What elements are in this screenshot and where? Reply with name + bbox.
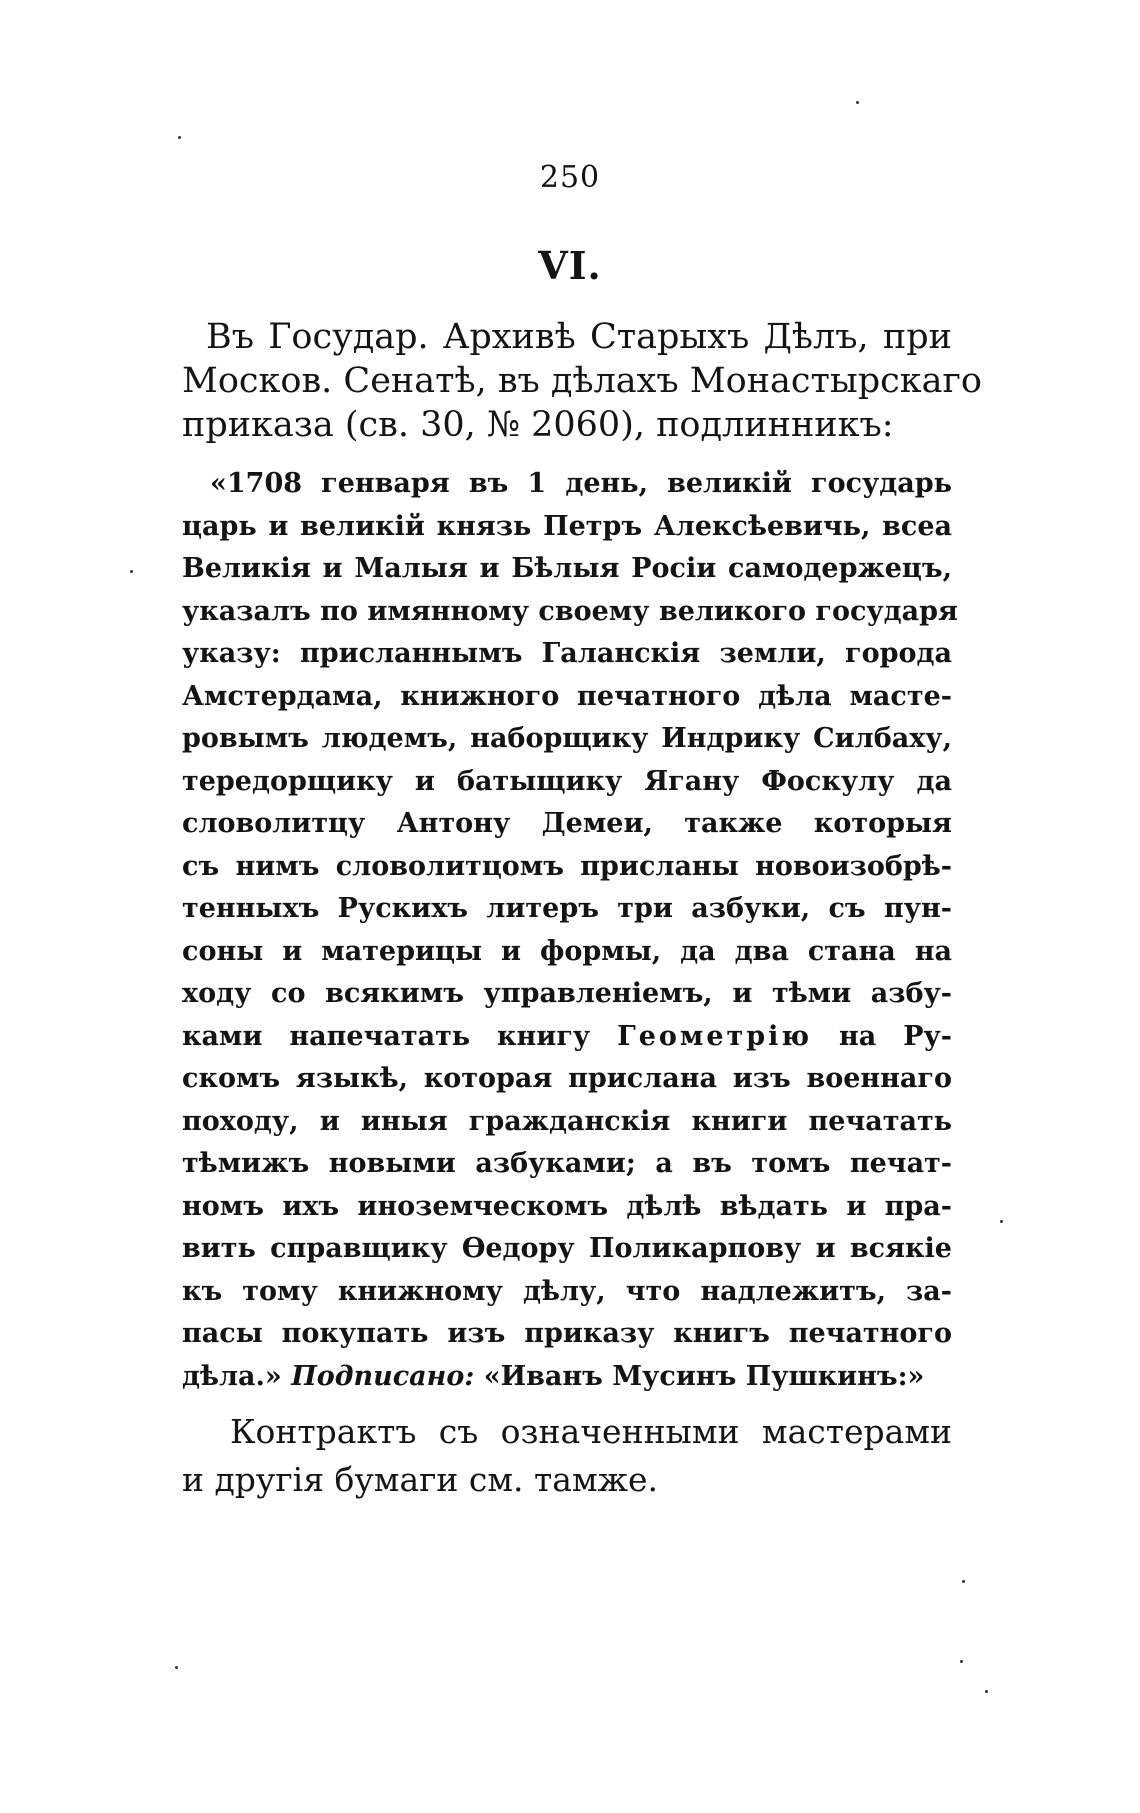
decree-line: тенныхъ Рускихъ литеръ три азбуки, съ пун- — [182, 893, 952, 924]
paper-speck — [175, 1666, 178, 1669]
decree-line: указалъ по имянному своему великого государя — [182, 595, 958, 627]
decree-line-geometry — [182, 1016, 952, 1059]
page-number: 250 — [539, 160, 601, 195]
intro-paragraph — [182, 315, 982, 447]
decree-line: съ нимъ словолитцомъ присланы новоизобрѣ- — [182, 850, 952, 882]
decree-text: ками напечатать книгу — [182, 1020, 618, 1052]
intro-line: приказа (св. 30, № 2060), подлинникъ: — [182, 405, 894, 445]
closing-paragraph — [182, 1408, 952, 1504]
decree-line: Великія и Малыя и Бѣлыя Росіи самодержецъ, — [182, 553, 952, 584]
paper-speck — [960, 1660, 963, 1663]
decree-line: пасы покупать изъ приказу книгъ печатного — [182, 1318, 952, 1349]
paper-speck — [856, 101, 859, 104]
decree-line: номъ ихъ иноземческомъ дѣлѣ вѣдать и пра- — [182, 1190, 952, 1222]
book-title-emphasis: Геометрію — [617, 1020, 813, 1052]
decree-line: ходу со всякимъ управленіемъ, и тѣми азбу- — [182, 978, 952, 1009]
intro-line: Въ Государ. Архивѣ Старыхъ Дѣлъ, при — [206, 317, 952, 357]
paper-speck — [130, 570, 133, 573]
decree-text: дѣла.» — [182, 1360, 292, 1392]
quoted-decree — [182, 463, 958, 1398]
decree-line: тередорщику и батыщику Ягану Фоскулу да — [182, 765, 952, 797]
intro-line: Москов. Сенатѣ, въ дѣлахъ Монастырскаго — [182, 361, 982, 401]
paper-speck — [985, 1690, 988, 1693]
decree-line: вить справщику Ѳедору Поликарпову и всякіе — [182, 1233, 952, 1264]
decree-line: Амстердама, книжного печатного дѣла масте- — [182, 680, 952, 712]
decree-line: походу, и иныя гражданскія книги печатать — [182, 1105, 952, 1137]
decree-text: на Ру- — [812, 1020, 952, 1052]
decree-line: ровымъ людемъ, наборщику Индрику Силбаху, — [182, 723, 952, 754]
signature-line — [182, 1356, 952, 1399]
closing-line: Контрактъ съ означенными мастерами — [230, 1412, 952, 1451]
signatory-name: «Иванъ Мусинъ Пушкинъ:» — [474, 1360, 925, 1392]
paper-speck — [178, 136, 181, 139]
decree-line: указу: присланнымъ Галанскія земли, города — [182, 638, 952, 669]
decree-line: къ тому книжному дѣлу, что надлежитъ, за- — [182, 1275, 952, 1307]
paper-speck — [1000, 1220, 1003, 1223]
section-heading: VI. — [538, 243, 602, 288]
decree-line: скомъ языкѣ, которая прислана изъ военнаго — [182, 1063, 952, 1094]
decree-line: тѣмижъ новыми азбуками; а въ томъ печат- — [182, 1148, 952, 1179]
closing-line: и другія бумаги см. тамже. — [182, 1460, 659, 1499]
decree-line: «1708 генваря въ 1 день, великій государь — [210, 468, 952, 499]
decree-line: царь и великій князь Петръ Алексѣевичь, всеа — [182, 510, 952, 542]
signature-label: Подписано: — [291, 1360, 475, 1392]
paper-speck — [962, 1580, 965, 1583]
decree-line: соны и материцы и формы, да два стана на — [182, 935, 952, 967]
decree-line: словолитцу Антону Демеи, также которыя — [182, 808, 952, 839]
